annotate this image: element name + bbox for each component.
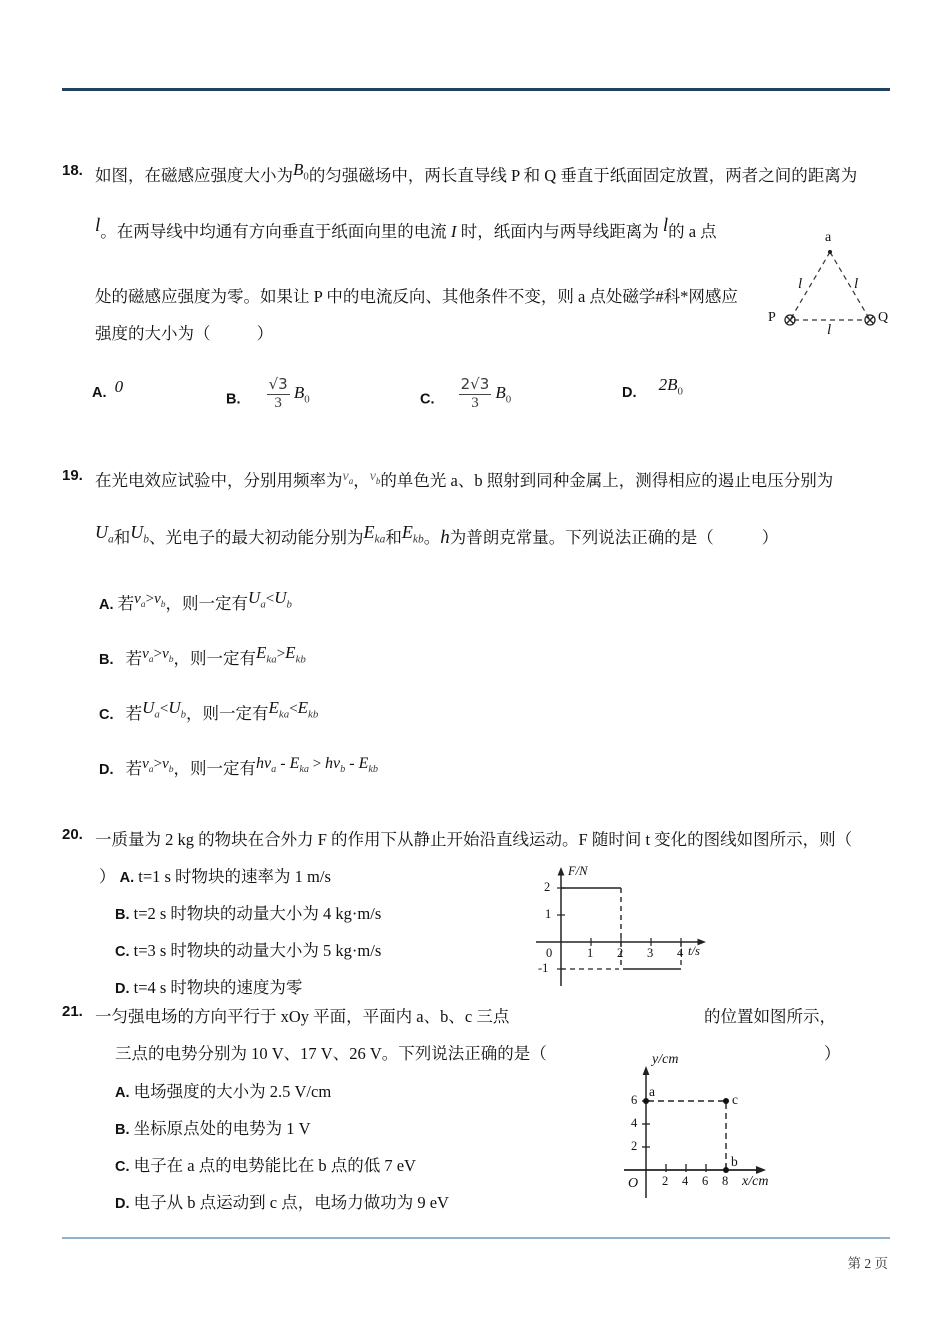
- q18-text-d: 时，纸面内与两导线距离为: [460, 222, 659, 241]
- q18-option-C-numerator: 2√3: [460, 375, 490, 393]
- q18-symbol-B0: $B_0$: [293, 160, 309, 183]
- q20-option-B: [115, 900, 381, 924]
- q19-option-D-letter: D.: [99, 762, 114, 778]
- q20-option-B-text: t=2 s 时物块的动量大小为 4 kg·m/s: [133, 904, 382, 923]
- q19-option-D: [99, 755, 378, 781]
- q18-option-C-denominator: 3: [471, 394, 479, 411]
- xoy-chart-xlabel: x/cm: [742, 1174, 769, 1189]
- xoy-chart-ytick-6: 6: [631, 1093, 638, 1107]
- ft-chart-ytick-neg1: -1: [538, 961, 549, 975]
- q20-option-A-letter: A.: [119, 870, 135, 886]
- q19-option-C-lhs: $U_a$: [142, 698, 160, 721]
- q18-symbol-l-1: l: [95, 215, 101, 236]
- question-19-number: 19.: [62, 467, 83, 484]
- figure-xoy-plane-graph: [618, 1048, 833, 1208]
- question-18-stem-line-4: [95, 320, 273, 344]
- q19-option-A-rhs2: $U_b$: [274, 588, 292, 611]
- footer-page-number: 第 2 页: [847, 1256, 888, 1271]
- ft-chart-xtick-0: 0: [546, 946, 553, 960]
- q19-option-B-lhs: $\nu_a$: [142, 646, 154, 665]
- q19-symbol-nu-a: νa: [342, 469, 354, 486]
- question-18-stem-line-3: 处的磁感应强度为零。如果让 P 中的电流反向、其他条件不变，则 a 点处磁学#科*网感应: [95, 287, 738, 306]
- q18-option-D: [622, 375, 683, 404]
- xoy-point-c: [723, 1098, 729, 1104]
- q20-option-D: [115, 974, 302, 998]
- q19-option-D-lhs: $\nu_a$: [142, 756, 154, 775]
- q19-option-B-rel2: >: [276, 646, 286, 662]
- q19-option-D-expr1: $h\nu_a$: [256, 755, 277, 776]
- q19-option-B-letter: B.: [99, 652, 114, 668]
- q19-option-A-letter: A.: [99, 597, 114, 613]
- q19-option-C-rel1: <: [159, 701, 169, 717]
- q21-option-A-letter: A.: [115, 1085, 130, 1101]
- q18-text-c: 。在两导线中均通有方向垂直于纸面向里的电流: [100, 222, 447, 241]
- ft-chart-ylabel: F/N: [568, 864, 588, 878]
- q19-option-D-expr2: $h\nu_b$: [325, 755, 346, 776]
- header-rule: [62, 88, 890, 91]
- q20-option-B-letter: B.: [115, 907, 130, 923]
- q19-option-C-rel2: <: [289, 701, 298, 717]
- question-18-stem-line-2: [95, 215, 717, 243]
- q20-option-D-text: t=4 s 时物块的速度为零: [133, 978, 303, 997]
- q19-text-4: 。: [423, 528, 441, 547]
- q21-option-C-text: 电子在 a 点的电势能比在 b 点的低 7 eV: [133, 1156, 416, 1175]
- q19-text-5: 为普朗克常量。下列说法正确的是（: [449, 528, 714, 547]
- q18-option-B-numerator: √3: [268, 375, 288, 393]
- ft-chart-ytick-1: 1: [545, 907, 552, 921]
- q19-option-A-ruo: 若: [117, 594, 135, 613]
- q21-option-A-text: 电场强度的大小为 2.5 V/cm: [133, 1082, 332, 1101]
- xoy-chart-xtick-8: 8: [722, 1174, 729, 1188]
- q19-option-C-lhs2: $U_b$: [168, 698, 187, 721]
- question-19-stem-line-1: [95, 467, 833, 492]
- question-19-stem-line-2: [95, 524, 778, 551]
- q19-option-C-letter: C.: [99, 707, 114, 723]
- q21-option-D-letter: D.: [115, 1196, 130, 1212]
- q19-option-D-minus2: - $E_{kb}$: [349, 755, 379, 776]
- xoy-point-label-b: b: [731, 1154, 738, 1169]
- xoy-chart-ytick-4: 4: [631, 1116, 638, 1130]
- q19-option-A-lhs2: $\nu_b$: [154, 591, 166, 610]
- q19-option-B-rhs2: $E_{kb}$: [285, 643, 306, 666]
- triangle-side-label-left: l: [798, 276, 803, 292]
- xoy-chart-xtick-4: 4: [682, 1174, 689, 1188]
- xoy-chart-ylabel: y/cm: [652, 1052, 679, 1067]
- q18-option-B: [226, 375, 310, 417]
- q19-symbol-Ua: $U_a$: [95, 522, 114, 546]
- xoy-point-label-a: a: [649, 1084, 655, 1099]
- xoy-chart-xtick-2: 2: [662, 1174, 669, 1188]
- q20-option-D-letter: D.: [115, 981, 130, 997]
- q18-option-B-letter: B.: [226, 391, 241, 408]
- q19-option-B-rel1: >: [153, 646, 163, 662]
- xoy-chart-origin-label: O: [628, 1176, 639, 1191]
- triangle-side-label-right: l: [854, 276, 859, 292]
- q19-option-C-rhs2: $E_{kb}$: [297, 698, 319, 721]
- q19-option-D-rel1: >: [153, 756, 163, 772]
- q19-option-D-mid: ，则一定有: [173, 759, 257, 778]
- q18-option-C-fraction: [459, 377, 492, 412]
- footer-rule: [62, 1237, 890, 1239]
- question-21-stem-line-2-left: 三点的电势分别为 10 V、17 V、26 V。下列说法正确的是（: [115, 1044, 547, 1063]
- q19-option-A-mid: ，则一定有: [165, 594, 249, 613]
- q18-option-B-tail: $B_0$: [293, 382, 310, 405]
- q19-and-2: 和: [385, 528, 402, 547]
- q19-option-C-rhs: $E_{ka}$: [268, 698, 290, 721]
- q19-option-D-minus1: - $E_{ka}$: [280, 755, 310, 776]
- q18-option-B-fraction: [267, 377, 290, 412]
- q19-option-A-rel2: <: [265, 591, 275, 607]
- q18-text-f: 强度的大小为（: [95, 324, 211, 343]
- ft-chart-xlabel: t/s: [688, 944, 700, 958]
- q19-option-A-rhs: $U_a$: [248, 588, 266, 611]
- q19-option-B-lhs2: $\nu_b$: [162, 646, 174, 665]
- xoy-chart-ytick-2: 2: [631, 1139, 638, 1153]
- force-time-chart-svg: [528, 858, 733, 990]
- q21-option-D-text: 电子从 b 点运动到 c 点，电场力做功为 9 eV: [133, 1193, 449, 1212]
- q20-option-C-text: t=3 s 时物块的动量大小为 5 kg·m/s: [133, 941, 382, 960]
- q21-option-A: [115, 1078, 331, 1102]
- q18-option-C-letter: C.: [420, 391, 435, 408]
- triangle-vertex-label-Q: Q: [878, 310, 889, 325]
- q19-option-C: [99, 700, 318, 726]
- q19-symbol-Ub: $U_b$: [130, 522, 150, 546]
- question-20-stem: 一质量为 2 kg 的物块在合外力 F 的作用下从静止开始沿直线运动。F 随时间 t 变化的图线如图所示，则（: [95, 830, 853, 849]
- q18-option-A-value: 0: [114, 377, 124, 396]
- question-21-stem-line-2-right: ）: [824, 1044, 841, 1063]
- figure-force-time-graph: [528, 858, 733, 990]
- q19-option-C-mid: ，则一定有: [186, 704, 269, 723]
- ft-chart-xtick-2: 2: [617, 946, 624, 960]
- q21-option-B-letter: B.: [115, 1122, 130, 1138]
- q19-text-3: 、光电子的最大初动能分别为: [149, 528, 364, 547]
- q19-text-2: 的单色光 a、b 照射到同种金属上，测得相应的遏止电压分别为: [380, 471, 834, 490]
- q18-option-D-letter: D.: [622, 385, 637, 401]
- q20-stem-close-paren: ）: [99, 867, 116, 886]
- q19-option-B: [99, 645, 306, 671]
- q19-option-A-rel1: >: [145, 591, 155, 607]
- q20-option-C-letter: C.: [115, 944, 130, 960]
- triangle-vertex-label-P: P: [768, 310, 776, 325]
- q19-option-D-lhs2: $\nu_b$: [162, 756, 174, 775]
- figure-triangle-PQa: [765, 232, 895, 340]
- triangle-side-label-bottom: l: [827, 322, 832, 338]
- q18-option-B-denominator: 3: [274, 394, 282, 411]
- q19-option-D-ruo: 若: [125, 759, 143, 778]
- q18-option-C-tail: $B_0$: [495, 382, 512, 405]
- ft-chart-ytick-2: 2: [544, 880, 551, 894]
- question-21-stem-line-1-left: 一匀强电场的方向平行于 xOy 平面，平面内 a、b、c 三点: [95, 1007, 510, 1026]
- q20-option-C: [115, 937, 381, 961]
- q18-option-C: [420, 375, 512, 417]
- q18-text-e: 的 a 点: [668, 222, 717, 241]
- q18-symbol-l-2: l: [662, 215, 669, 236]
- q18-text-g: ）: [256, 324, 274, 343]
- q19-symbol-Eka: $E_{ka}$: [363, 522, 386, 546]
- q18-option-A: [92, 377, 124, 402]
- q19-symbol-nu-b: νb: [369, 469, 381, 486]
- q19-option-B-rhs: $E_{ka}$: [256, 643, 277, 666]
- q18-symbol-I: I: [450, 222, 457, 241]
- triangle-vertex-label-a: a: [825, 230, 832, 245]
- q18-option-D-value: $2B_0$: [658, 375, 683, 398]
- xoy-point-b: [723, 1167, 729, 1173]
- q21-option-D: [115, 1189, 449, 1213]
- question-18-stem-line-1: [95, 162, 857, 188]
- q20-option-A: [99, 863, 331, 887]
- q19-option-A: [99, 590, 292, 616]
- q18-text-b: 的匀强磁场中，两长直导线 P 和 Q 垂直于纸面固定放置，两者之间的距离为: [308, 166, 858, 185]
- q19-option-B-mid: ，则一定有: [173, 649, 257, 668]
- q21-option-B-text: 坐标原点处的电势为 1 V: [133, 1119, 311, 1138]
- q19-and-1: 和: [113, 528, 131, 547]
- q19-symbol-Ekb: $E_{kb}$: [401, 522, 424, 546]
- question-21-number: 21.: [62, 1003, 83, 1020]
- q19-option-C-ruo: 若: [125, 704, 143, 723]
- q21-option-C-letter: C.: [115, 1159, 130, 1175]
- xoy-point-label-c: c: [732, 1092, 738, 1107]
- q18-option-A-letter: A.: [92, 385, 107, 401]
- q18-text-a: 如图，在磁感应强度大小为: [95, 166, 293, 185]
- q19-text-1: 在光电效应试验中，分别用频率为: [95, 471, 343, 490]
- question-18-number: 18.: [62, 162, 83, 179]
- q19-option-D-rel2: >: [312, 756, 322, 772]
- question-20-number: 20.: [62, 826, 83, 843]
- ft-chart-xtick-4: 4: [677, 946, 684, 960]
- ft-chart-xtick-3: 3: [647, 946, 654, 960]
- question-21-stem-line-1-right: 的位置如图所示，: [704, 1007, 836, 1026]
- q19-option-B-ruo: 若: [125, 649, 143, 668]
- q20-option-A-text: t=1 s 时物块的速率为 1 m/s: [138, 867, 331, 886]
- q19-symbol-h: h: [440, 527, 450, 548]
- ft-chart-xtick-1: 1: [587, 946, 594, 960]
- q19-option-A-lhs: $\nu_a$: [134, 591, 146, 610]
- q19-comma: ，: [353, 471, 370, 490]
- xoy-chart-xtick-6: 6: [702, 1174, 709, 1188]
- q19-text-6: ）: [761, 528, 779, 547]
- q21-option-B: [115, 1115, 311, 1139]
- q21-option-C: [115, 1152, 416, 1176]
